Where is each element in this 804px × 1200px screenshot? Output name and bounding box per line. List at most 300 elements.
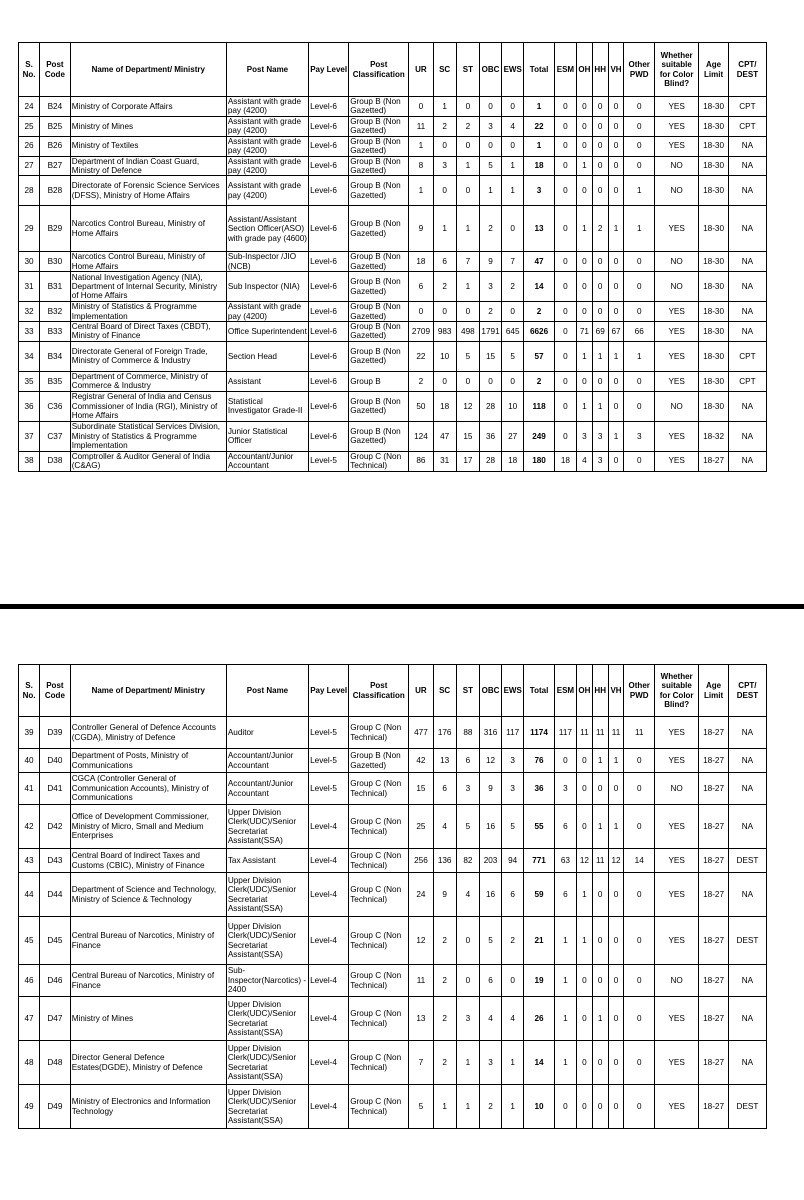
table-cell: 0 [592, 302, 608, 322]
table-cell: NA [728, 1041, 766, 1085]
table-cell: Assistant with grade pay (4200) [226, 136, 308, 156]
table-cell: 28 [479, 391, 501, 421]
table-cell: 5 [502, 805, 524, 849]
table-cell: 9 [433, 873, 456, 917]
table-cell: 4 [456, 873, 479, 917]
table-cell: 1 [433, 97, 456, 117]
table-cell: 18-30 [699, 341, 729, 371]
table-cell: 2 [479, 302, 501, 322]
table-cell: 18 [524, 156, 555, 176]
table-cell: NA [728, 965, 766, 997]
table-cell: 0 [608, 917, 624, 965]
table-cell: 1 [456, 156, 479, 176]
table-cell: 0 [479, 371, 501, 391]
table-cell: Sub-Inspector /JIO (NCB) [226, 252, 308, 272]
table-cell: 14 [624, 849, 655, 873]
table-cell: 94 [502, 849, 524, 873]
table-cell: YES [655, 997, 699, 1041]
table-cell: 1 [479, 176, 501, 206]
table-cell: Assistant with grade pay (4200) [226, 156, 308, 176]
table-cell: 69 [592, 322, 608, 342]
column-header: OBC [479, 665, 501, 717]
table-cell: 0 [608, 156, 624, 176]
table-cell: Group C (Non Technical) [349, 1085, 409, 1129]
table-cell: 1 [592, 749, 608, 773]
table-cell: 0 [624, 272, 655, 302]
table-cell: CPT [728, 116, 766, 136]
column-header: OBC [479, 43, 501, 97]
table-cell: 76 [524, 749, 555, 773]
table-cell: Group B [349, 371, 409, 391]
table-cell: 3 [479, 116, 501, 136]
table-cell: B26 [40, 136, 71, 156]
table-cell: DEST [728, 849, 766, 873]
table-cell: Auditor [226, 717, 308, 749]
table-cell: 2 [409, 371, 433, 391]
table-cell: Junior Statistical Officer [226, 421, 308, 451]
table-cell: 14 [524, 272, 555, 302]
table-cell: 180 [524, 451, 555, 471]
table-cell: 30 [19, 252, 40, 272]
table-cell: 42 [19, 805, 40, 849]
column-header: ST [456, 43, 479, 97]
table-cell: 0 [608, 302, 624, 322]
table-cell: 16 [479, 805, 501, 849]
table-cell: 35 [19, 371, 40, 391]
table-cell: 1 [502, 1041, 524, 1085]
column-header: SC [433, 665, 456, 717]
column-header: UR [409, 43, 433, 97]
table-cell: 18-27 [699, 805, 729, 849]
table-cell: Narcotics Control Bureau, Ministry of Home Affairs [70, 206, 226, 252]
table-cell: Group B (Non Gazetted) [349, 252, 409, 272]
table-cell: YES [655, 97, 699, 117]
table-cell: 32 [19, 302, 40, 322]
table-cell: YES [655, 717, 699, 749]
table-cell: NA [728, 421, 766, 451]
table-cell: 2 [479, 206, 501, 252]
column-header: Whether suitable for Color Blind? [655, 43, 699, 97]
table-cell: 249 [524, 421, 555, 451]
table-cell: 27 [502, 421, 524, 451]
table-cell: 0 [554, 302, 576, 322]
table-cell: 0 [554, 391, 576, 421]
table-cell: Level-6 [309, 341, 349, 371]
table-cell: 1 [576, 917, 592, 965]
column-header: Total [524, 665, 555, 717]
table-row [19, 391, 767, 421]
table-cell: 1 [433, 1085, 456, 1129]
column-header: ESM [554, 43, 576, 97]
table-cell: Level-4 [309, 997, 349, 1041]
table-cell: 0 [576, 371, 592, 391]
vacancy-table-2 [18, 664, 767, 1129]
table-cell: 0 [433, 176, 456, 206]
table-cell: 0 [576, 997, 592, 1041]
column-header: Post Classification [349, 43, 409, 97]
table-cell: 0 [433, 302, 456, 322]
table-cell: 3 [624, 421, 655, 451]
table-cell: 24 [19, 97, 40, 117]
table-cell: 1 [409, 136, 433, 156]
table-cell: 6 [554, 873, 576, 917]
table-cell: 0 [576, 272, 592, 302]
table-cell: Group B (Non Gazetted) [349, 302, 409, 322]
table-cell: Level-5 [309, 773, 349, 805]
table-cell: 18-30 [699, 97, 729, 117]
table-cell: 1 [554, 917, 576, 965]
table-cell: Assistant with grade pay (4200) [226, 116, 308, 136]
table-cell: Group B (Non Gazetted) [349, 391, 409, 421]
vacancy-table-1 [18, 42, 767, 472]
table-cell: 0 [502, 965, 524, 997]
table-cell: YES [655, 421, 699, 451]
table-cell: 771 [524, 849, 555, 873]
table-cell: NA [728, 272, 766, 302]
table-cell: 316 [479, 717, 501, 749]
table-cell: 2 [433, 116, 456, 136]
table-cell: Central Board of Direct Taxes (CBDT), Ministry of Finance [70, 322, 226, 342]
table-cell: 498 [456, 322, 479, 342]
table-cell: Level-6 [309, 391, 349, 421]
table-cell: 18-27 [699, 1085, 729, 1129]
table-cell: NA [728, 749, 766, 773]
table-cell: Assistant with grade pay (4200) [226, 302, 308, 322]
table-cell: 2 [479, 1085, 501, 1129]
table-cell: 0 [502, 206, 524, 252]
column-header: CPT/ DEST [728, 665, 766, 717]
table-cell: 0 [592, 176, 608, 206]
table-cell: Controller General of Defence Accounts (CGDA), Ministry of Defence [70, 717, 226, 749]
table-cell: 0 [624, 156, 655, 176]
table-cell: 1 [456, 272, 479, 302]
table-cell: D48 [40, 1041, 71, 1085]
table-cell: YES [655, 206, 699, 252]
table-cell: Level-6 [309, 302, 349, 322]
table-cell: Level-6 [309, 421, 349, 451]
table-cell: 0 [592, 252, 608, 272]
table-cell: 0 [624, 116, 655, 136]
column-header: Post Name [226, 43, 308, 97]
column-header: OH [576, 43, 592, 97]
column-header: Name of Department/ Ministry [70, 43, 226, 97]
table-cell: 1 [456, 1085, 479, 1129]
table-cell: YES [655, 1085, 699, 1129]
table-cell: 0 [576, 252, 592, 272]
table-cell: 11 [592, 717, 608, 749]
table-cell: 0 [624, 371, 655, 391]
table-cell: YES [655, 917, 699, 965]
table-cell: 6 [502, 873, 524, 917]
table-row [19, 805, 767, 849]
column-header: UR [409, 665, 433, 717]
table-cell: 3 [592, 451, 608, 471]
table-cell: NO [655, 391, 699, 421]
table-cell: 0 [608, 965, 624, 997]
table-cell: B29 [40, 206, 71, 252]
table-cell: 0 [479, 136, 501, 156]
table-cell: NA [728, 156, 766, 176]
table-cell: 45 [19, 917, 40, 965]
column-header: VH [608, 665, 624, 717]
table-cell: 0 [608, 116, 624, 136]
table-cell: NA [728, 773, 766, 805]
table-cell: 18 [409, 252, 433, 272]
table-cell: 2 [502, 917, 524, 965]
table-cell: CPT [728, 97, 766, 117]
table-cell: 11 [592, 849, 608, 873]
table-row [19, 1041, 767, 1085]
table-cell: 0 [554, 136, 576, 156]
table-cell: 7 [502, 252, 524, 272]
table-cell: 41 [19, 773, 40, 805]
table-cell: 40 [19, 749, 40, 773]
table-cell: NA [728, 873, 766, 917]
table-cell: 57 [524, 341, 555, 371]
table-cell: 18 [554, 451, 576, 471]
table-cell: CGCA (Controller General of Communication Accounts), Ministry of Communications [70, 773, 226, 805]
table-cell: Level-6 [309, 206, 349, 252]
table-cell: 0 [576, 97, 592, 117]
table-cell: Group B (Non Gazetted) [349, 116, 409, 136]
table-cell: 0 [624, 1085, 655, 1129]
table-cell: Level-6 [309, 116, 349, 136]
column-header: Name of Department/ Ministry [70, 665, 226, 717]
column-header: VH [608, 43, 624, 97]
table-row [19, 302, 767, 322]
table-cell: NA [728, 451, 766, 471]
table-row [19, 176, 767, 206]
table-cell: 0 [433, 371, 456, 391]
table-cell: 5 [479, 156, 501, 176]
table-cell: B24 [40, 97, 71, 117]
table-cell: 0 [554, 322, 576, 342]
table-row [19, 917, 767, 965]
table-cell: Directorate of Forensic Science Services (DFSS), Ministry of Home Affairs [70, 176, 226, 206]
table-cell: 1 [524, 136, 555, 156]
table-cell: Group C (Non Technical) [349, 805, 409, 849]
table-row [19, 97, 767, 117]
table-cell: 18-30 [699, 371, 729, 391]
table-cell: 2 [433, 965, 456, 997]
table-cell: Group C (Non Technical) [349, 849, 409, 873]
table-cell: 7 [409, 1041, 433, 1085]
column-header: EWS [502, 43, 524, 97]
table-cell: 1 [576, 156, 592, 176]
table-cell: Office Superintendent [226, 322, 308, 342]
table-cell: 26 [19, 136, 40, 156]
table-cell: 6 [554, 805, 576, 849]
table-cell: 18-30 [699, 302, 729, 322]
header-row [19, 43, 767, 97]
table-cell: 0 [608, 371, 624, 391]
table-cell: Ministry of Statistics & Programme Implementation [70, 302, 226, 322]
table-cell: 0 [576, 302, 592, 322]
table-cell: Group C (Non Technical) [349, 717, 409, 749]
table-cell: Level-6 [309, 272, 349, 302]
table-cell: 47 [433, 421, 456, 451]
table-cell: 0 [554, 206, 576, 252]
table-cell: 31 [433, 451, 456, 471]
table-cell: 3 [456, 997, 479, 1041]
table-row [19, 421, 767, 451]
table-cell: Group C (Non Technical) [349, 873, 409, 917]
table-cell: 0 [502, 371, 524, 391]
table-cell: 18-30 [699, 252, 729, 272]
table-cell: 15 [409, 773, 433, 805]
table-cell: Central Board of Indirect Taxes and Customs (CBIC), Ministry of Finance [70, 849, 226, 873]
table-cell: DEST [728, 917, 766, 965]
table-cell: 49 [19, 1085, 40, 1129]
table-cell: 5 [409, 1085, 433, 1129]
table-cell: Level-5 [309, 451, 349, 471]
table-cell: 39 [19, 717, 40, 749]
table-cell: 1 [624, 341, 655, 371]
table-cell: 36 [479, 421, 501, 451]
table-cell: 86 [409, 451, 433, 471]
table-cell: Registrar General of India and Census Commissioner of India (RGI), Ministry of Home Affairs [70, 391, 226, 421]
table-cell: 14 [524, 1041, 555, 1085]
table-cell: D49 [40, 1085, 71, 1129]
table-row [19, 341, 767, 371]
table-cell: 0 [608, 451, 624, 471]
table-cell: 1 [576, 873, 592, 917]
table-cell: 0 [624, 873, 655, 917]
table-cell: 48 [19, 1041, 40, 1085]
table-cell: 0 [608, 252, 624, 272]
table-cell: 2 [592, 206, 608, 252]
table-cell: 47 [19, 997, 40, 1041]
table-cell: 12 [479, 749, 501, 773]
table-cell: YES [655, 873, 699, 917]
table-cell: NA [728, 206, 766, 252]
table-cell: 17 [456, 451, 479, 471]
table-cell: 0 [576, 1085, 592, 1129]
table-cell: Level-4 [309, 1085, 349, 1129]
table-cell: 9 [409, 206, 433, 252]
table-cell: Group C (Non Technical) [349, 773, 409, 805]
table-cell: D43 [40, 849, 71, 873]
table-cell: 28 [479, 451, 501, 471]
table-cell: 18-30 [699, 322, 729, 342]
table-cell: Level-4 [309, 849, 349, 873]
table-cell: Department of Commerce, Ministry of Commerce & Industry [70, 371, 226, 391]
table-cell: 0 [624, 451, 655, 471]
table-cell: NA [728, 252, 766, 272]
table-cell: 0 [576, 749, 592, 773]
table-cell: Statistical Investigator Grade-II [226, 391, 308, 421]
table-cell: NA [728, 997, 766, 1041]
table-cell: NA [728, 717, 766, 749]
table-cell: 18-30 [699, 176, 729, 206]
column-header: Other PWD [624, 665, 655, 717]
page-separator [0, 604, 804, 609]
table-cell: Upper Division Clerk(UDC)/Senior Secretariat Assistant(SSA) [226, 805, 308, 849]
table-row [19, 252, 767, 272]
table-cell: 117 [554, 717, 576, 749]
table-cell: 5 [456, 805, 479, 849]
table-cell: 18-30 [699, 116, 729, 136]
table-cell: 18-27 [699, 997, 729, 1041]
table-cell: Group B (Non Gazetted) [349, 341, 409, 371]
table-cell: Department of Posts, Ministry of Communications [70, 749, 226, 773]
table-cell: 18-27 [699, 873, 729, 917]
table-cell: 0 [554, 421, 576, 451]
table-cell: B28 [40, 176, 71, 206]
table-cell: 18-30 [699, 391, 729, 421]
table-cell: 1 [592, 391, 608, 421]
table-cell: 3 [576, 421, 592, 451]
table-cell: 3 [433, 156, 456, 176]
table-cell: 34 [19, 341, 40, 371]
table-cell: 63 [554, 849, 576, 873]
table-cell: 0 [592, 97, 608, 117]
column-header: EWS [502, 665, 524, 717]
table-cell: 0 [576, 1041, 592, 1085]
table-cell: 0 [608, 997, 624, 1041]
table-cell: 43 [19, 849, 40, 873]
table-cell: 0 [624, 302, 655, 322]
table-cell: 2 [433, 917, 456, 965]
table-row [19, 136, 767, 156]
table-cell: 0 [624, 97, 655, 117]
table-cell: 0 [433, 136, 456, 156]
table-cell: 0 [456, 302, 479, 322]
table-cell: 0 [576, 965, 592, 997]
table-cell: 0 [456, 917, 479, 965]
table-cell: D39 [40, 717, 71, 749]
table-cell: D38 [40, 451, 71, 471]
table-cell: Group B (Non Gazetted) [349, 749, 409, 773]
table-cell: 0 [502, 97, 524, 117]
table-cell: 1 [554, 1041, 576, 1085]
table-cell: Ministry of Corporate Affairs [70, 97, 226, 117]
table-cell: Upper Division Clerk(UDC)/Senior Secretariat Assistant(SSA) [226, 1085, 308, 1129]
table-cell: YES [655, 302, 699, 322]
table-cell: CPT [728, 371, 766, 391]
table-cell: 0 [624, 773, 655, 805]
table-cell: 22 [409, 341, 433, 371]
table-row [19, 997, 767, 1041]
table-cell: 18 [433, 391, 456, 421]
table-body [19, 97, 767, 472]
table-cell: Group C (Non Technical) [349, 1041, 409, 1085]
table-cell: 256 [409, 849, 433, 873]
table-cell: Level-6 [309, 136, 349, 156]
table-cell: 1 [592, 805, 608, 849]
table-cell: Assistant [226, 371, 308, 391]
column-header: ST [456, 665, 479, 717]
table-cell: 25 [19, 116, 40, 136]
table-cell: 13 [433, 749, 456, 773]
table-cell: Tax Assistant [226, 849, 308, 873]
table-cell: 18-27 [699, 717, 729, 749]
table-cell: 203 [479, 849, 501, 873]
table-cell: Level-6 [309, 97, 349, 117]
table-cell: 0 [608, 1041, 624, 1085]
table-cell: Upper Division Clerk(UDC)/Senior Secretariat Assistant(SSA) [226, 1041, 308, 1085]
table-cell: 5 [479, 917, 501, 965]
table-cell: Comptroller & Auditor General of India (C&AG) [70, 451, 226, 471]
table-cell: 3 [554, 773, 576, 805]
table-cell: Office of Development Commissioner, Ministry of Micro, Small and Medium Enterprises [70, 805, 226, 849]
table-cell: Sub Inspector (NIA) [226, 272, 308, 302]
table-cell: 8 [409, 156, 433, 176]
table-cell: 6 [409, 272, 433, 302]
table-cell: 2 [433, 272, 456, 302]
table-cell: 18-32 [699, 421, 729, 451]
table-cell: NA [728, 322, 766, 342]
